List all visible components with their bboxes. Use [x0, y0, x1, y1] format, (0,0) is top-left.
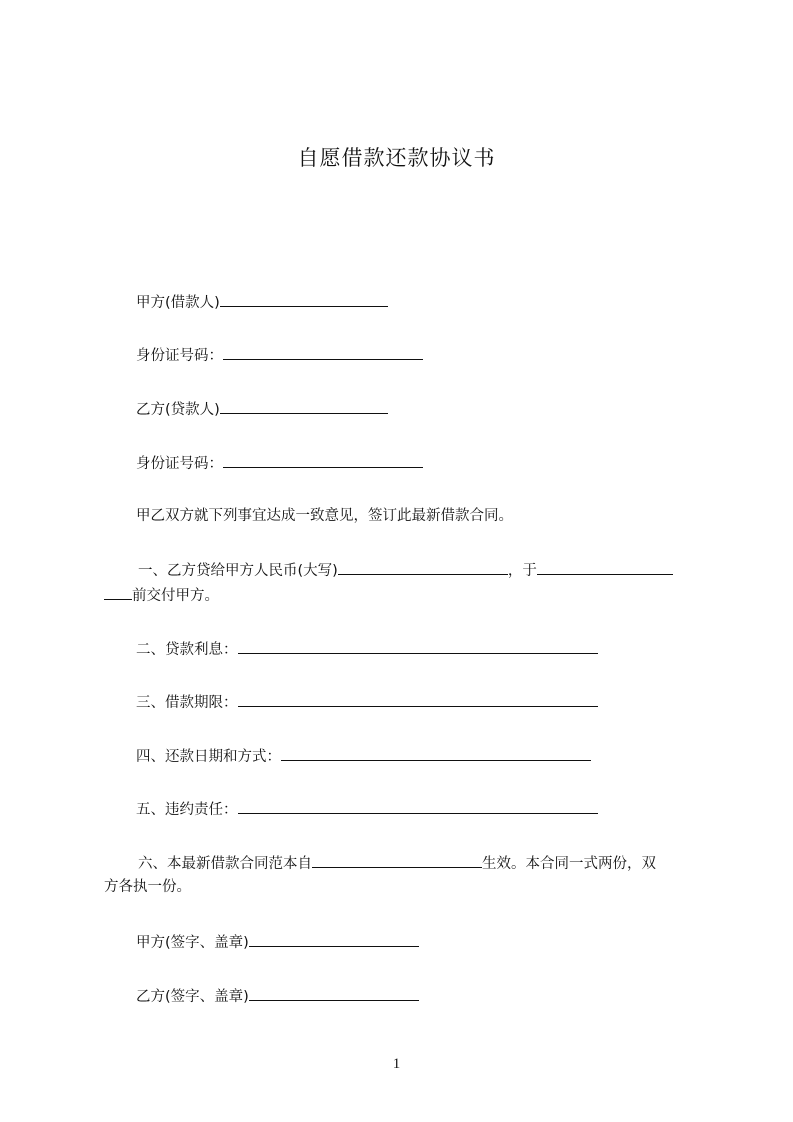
clause-1-label: 一、乙方贷给甲方人民币(大写): [138, 563, 338, 579]
party-a-line: [136, 291, 388, 313]
party-a-label: 甲方(借款人): [136, 295, 220, 311]
clause-2-line: [136, 638, 598, 660]
party-b-blank[interactable]: [220, 398, 388, 414]
party-b-id-label: 身份证号码：: [136, 456, 223, 472]
clause-1-line: [138, 559, 673, 581]
sign-a-label: 甲方(签字、盖章): [136, 935, 249, 951]
clause-1-tail: 前交付甲方。: [132, 588, 219, 604]
clause-5-blank[interactable]: [238, 798, 598, 814]
clause-6-label: 六、本最新借款合同范本自: [138, 856, 312, 872]
clause-6-effect: 生效。本合同一式两份，双: [482, 856, 656, 872]
sign-a-blank[interactable]: [249, 931, 419, 947]
party-b-id-blank[interactable]: [223, 452, 423, 468]
sign-b-blank[interactable]: [249, 985, 419, 1001]
sign-b-label: 乙方(签字、盖章): [136, 989, 249, 1005]
intro-line: 甲乙双方就下列事宜达成一致意见，签订此最新借款合同。: [136, 508, 513, 524]
clause-6-blank[interactable]: [312, 852, 482, 868]
party-a-id-blank[interactable]: [223, 344, 423, 360]
page-number: 1: [392, 1056, 401, 1072]
clause-1-date-blank-cont[interactable]: [104, 584, 132, 600]
clause-1-line-2: [104, 584, 219, 606]
clause-3-line: [136, 691, 598, 713]
clause-6-line: [138, 852, 656, 874]
clause-3-label: 三、借款期限：: [136, 695, 238, 711]
sign-b-line: [136, 985, 419, 1007]
clause-1-date-blank[interactable]: [537, 559, 673, 575]
clause-4-line: [136, 745, 591, 767]
clause-1-amount-blank[interactable]: [338, 559, 508, 575]
party-a-blank[interactable]: [220, 291, 388, 307]
clause-4-label: 四、还款日期和方式：: [136, 749, 281, 765]
clause-6-line-2: 方各执一份。: [104, 879, 191, 895]
party-a-id-line: [136, 344, 423, 366]
clause-2-label: 二、贷款利息：: [136, 642, 238, 658]
clause-5-label: 五、违约责任：: [136, 802, 238, 818]
clause-1-date-label: ，于: [507, 563, 537, 579]
clause-2-blank[interactable]: [238, 638, 598, 654]
document-title: 自愿借款还款协议书: [297, 146, 496, 170]
party-b-line: [136, 398, 388, 420]
clause-5-line: [136, 798, 598, 820]
clause-4-blank[interactable]: [281, 745, 591, 761]
party-a-id-label: 身份证号码：: [136, 348, 223, 364]
sign-a-line: [136, 931, 419, 953]
party-b-label: 乙方(贷款人): [136, 402, 220, 418]
party-b-id-line: [136, 452, 423, 474]
clause-3-blank[interactable]: [238, 691, 598, 707]
